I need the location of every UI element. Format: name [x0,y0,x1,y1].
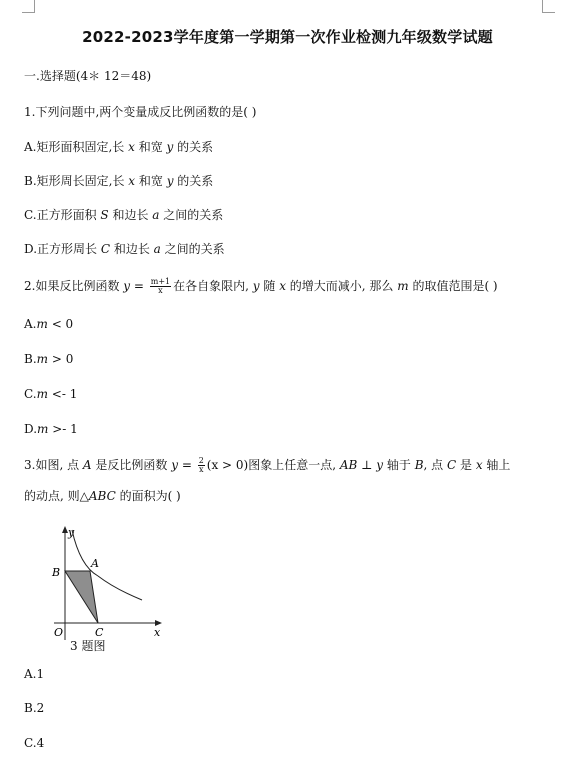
q2-option-b: B.m > 0 [24,352,74,366]
fig-label-c: C [95,626,104,639]
q1-option-a: A.矩形面积固定,长 x 和宽 y 的关系 [24,140,214,154]
page-title: 2022-2023学年度第一学期第一次作业检测九年级数学试题 [82,28,493,46]
q2-option-d: D.m >- 1 [24,422,78,436]
fig-triangle-abc [65,571,98,623]
q2-stem: 2.如果反比例函数 y = $\frac{m+1}{x}$ 在各自象限内, y 随 x 的增大而减小, 那么 m 的取值范围是( ) [24,277,498,295]
q3-option-c: C.4 [24,736,45,750]
q3-stem-line2: 的动点, 则△ABC 的面积为( ) [24,489,181,503]
q3-option-b: B.2 [24,701,45,715]
fig-label-o: O [54,626,64,639]
q1-option-d: D.正方形周长 C 和边长 a 之间的关系 [24,242,225,256]
fig-label-a: A [91,557,99,570]
section-heading: 一.选择题(4＊ 12＝48) [24,69,152,83]
figure-caption: 3 题图 [70,639,106,653]
fig-label-x: x [154,626,161,639]
page-corner-mark-right [542,0,555,13]
q3-stem-line1: 3.如图, 点 A 是反比例函数 y = $\frac{2}{x}$ (x > 0)图象上任意一点, AB ⊥ y 轴于 B, 点 C 是 x 轴上 [24,456,511,474]
q2-option-c: C.m <- 1 [24,387,78,401]
q2-fraction: $\frac{m+1}{x}$ [150,277,171,295]
q3-fraction: $\frac{2}{x}$ [198,456,204,474]
q1-option-c: C.正方形面积 S 和边长 a 之间的关系 [24,208,224,222]
q1-stem: 1.下列问题中,两个变量成反比例函数的是( ) [24,105,257,119]
q3-figure [40,518,180,658]
q2-option-a: A.m < 0 [24,317,74,331]
fig-label-b: B [52,566,61,579]
q3-option-a: A.1 [24,667,45,681]
fig-label-y: y [68,526,75,539]
q1-option-b: B.矩形周长固定,长 x 和宽 y 的关系 [24,174,214,188]
page-corner-mark-left [22,0,35,13]
